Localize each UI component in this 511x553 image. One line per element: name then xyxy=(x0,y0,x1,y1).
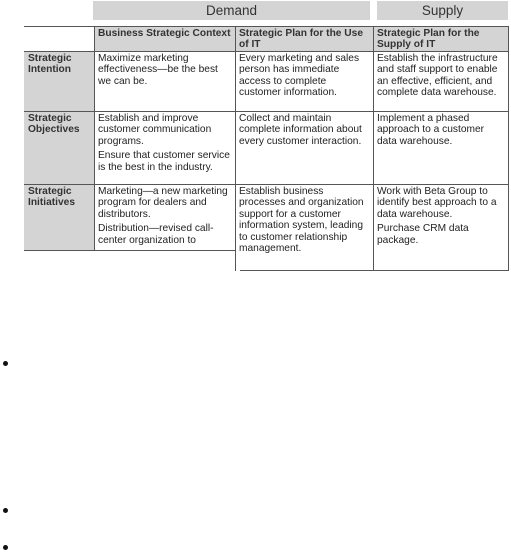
cell-text: Collect and maintain complete information about every customer interaction. xyxy=(239,113,362,147)
cell-text: Establish and improve customer communication programs. xyxy=(98,113,212,147)
grid-line xyxy=(24,51,509,52)
grid-line xyxy=(373,26,374,271)
table-cell xyxy=(373,51,509,111)
table-cell xyxy=(94,51,235,111)
cell-text: Purchase CRM data package. xyxy=(377,223,469,246)
supply-band: Supply xyxy=(377,1,508,20)
grid-line xyxy=(235,26,236,271)
table-cell xyxy=(94,184,235,251)
strategy-table xyxy=(24,26,509,255)
grid-line xyxy=(240,270,509,271)
column-header-use-of-it: Strategic Plan for the Use of IT xyxy=(235,26,373,51)
table-cell xyxy=(235,184,373,271)
table-cell xyxy=(235,111,373,184)
table-cell xyxy=(373,111,509,184)
grid-line xyxy=(24,250,235,251)
table-cell xyxy=(94,111,235,184)
cell-text: Establish the infrastructure and staff support to enable an effective, efficient, and complete data warehouse. xyxy=(377,53,498,99)
cell-text: Distribution—revised call-center organization to xyxy=(98,223,214,246)
row-header-objectives: Strategic Objectives xyxy=(24,111,94,184)
cell-text: Maximize marketing effectiveness—be the best we can be. xyxy=(98,53,218,87)
cell-text: Marketing—a new marketing program for dealers and distributors. xyxy=(98,186,228,220)
demand-band: Demand xyxy=(93,1,370,20)
table-cell xyxy=(373,184,509,271)
cell-text: Establish business processes and organization support for a customer information system, leading to customer relationship management. xyxy=(239,186,364,255)
grid-line xyxy=(24,184,509,185)
grid-line xyxy=(94,26,95,251)
column-header-supply-of-it: Strategic Plan for the Supply of IT xyxy=(373,26,509,51)
cell-text: Ensure that customer service is the best in the industry. xyxy=(98,150,230,173)
row-header-intention: Strategic Intention xyxy=(24,51,94,111)
grid-line xyxy=(24,111,509,112)
row-header-initiatives: Strategic Initiatives xyxy=(24,184,94,251)
grid-line xyxy=(24,26,509,27)
table-cell xyxy=(235,51,373,111)
grid-line xyxy=(508,26,509,271)
bullet-icon xyxy=(3,361,8,366)
cell-text: Implement a phased approach to a customer data warehouse. xyxy=(377,113,485,147)
column-header-business-context: Business Strategic Context xyxy=(94,26,235,51)
cell-text: Work with Beta Group to identify best approach to a data warehouse. xyxy=(377,186,497,220)
bullet-icon xyxy=(3,508,8,513)
bullet-icon xyxy=(3,545,8,550)
cell-text: Every marketing and sales person has immediate access to complete customer information. xyxy=(239,53,360,99)
